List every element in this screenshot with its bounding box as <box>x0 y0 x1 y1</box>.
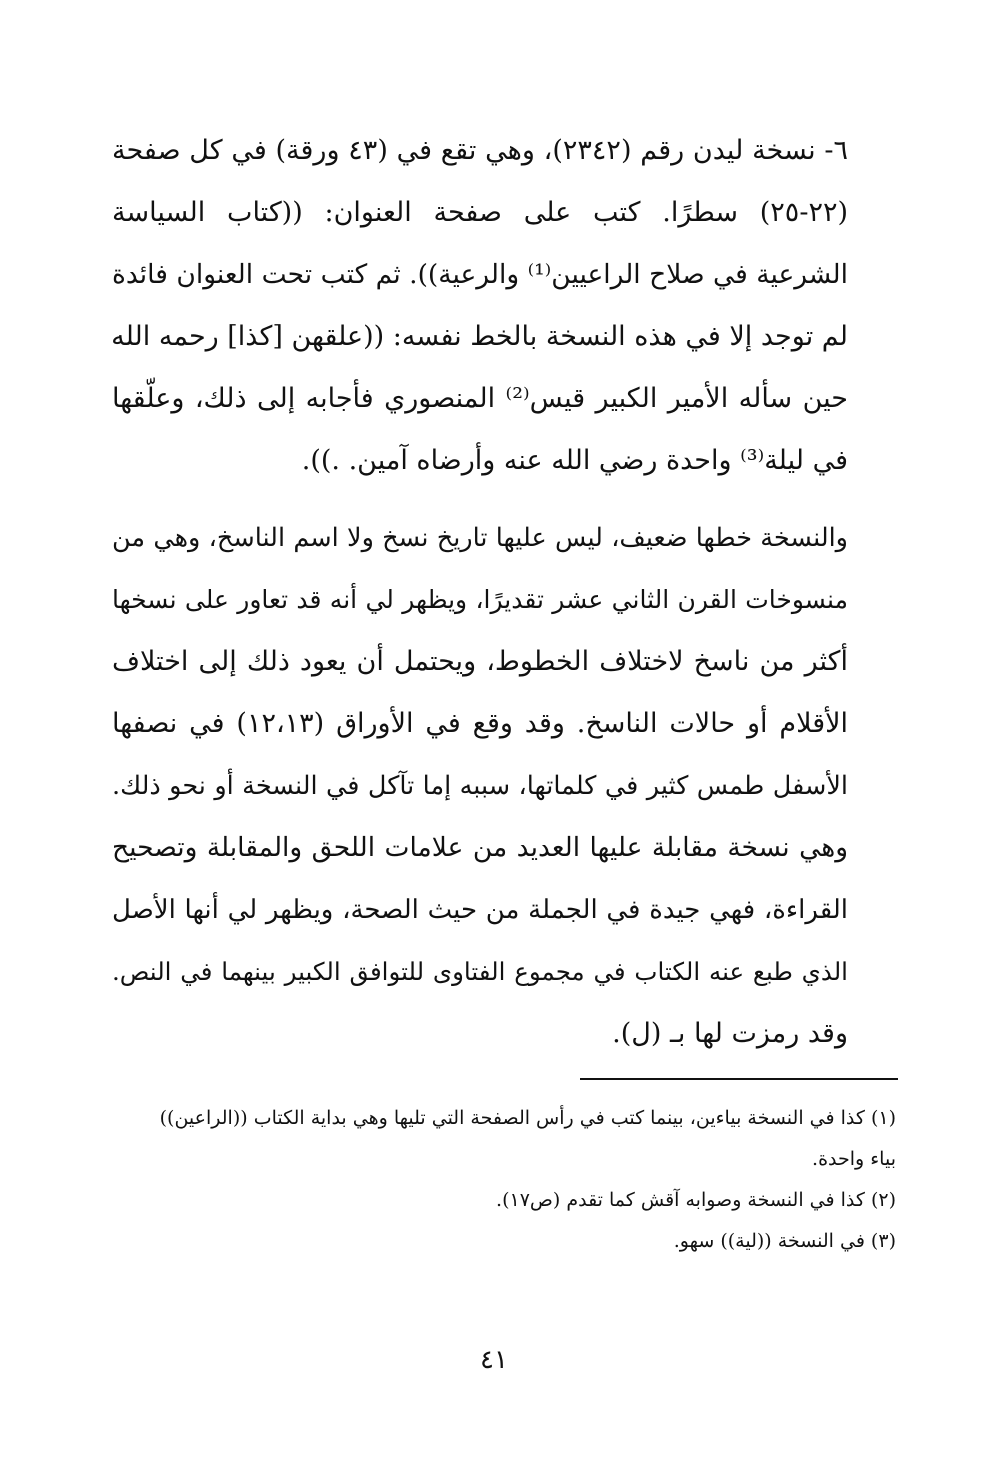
text-line: أكثر من ناسخ لاختلاف الخطوط، ويحتمل أن يعود ذلك إلى اختلاف <box>112 646 848 677</box>
footnote-1-continuation: بياء واحدة. <box>812 1148 896 1170</box>
footnote-separator <box>580 1078 898 1080</box>
text-line: والنسخة خطها ضعيف، ليس عليها تاريخ نسخ ولا اسم الناسخ، وهي من <box>112 523 848 553</box>
text-line: وقد رمزت لها بـ (ل). <box>612 1018 848 1049</box>
text-line: ٦- نسخة ليدن رقم (٢٣٤٢)، وهي تقع في (٤٣ ورقة) في كل صفحة <box>112 135 848 166</box>
footnote-3: (٣) في النسخة ((لية)) سهو. <box>673 1230 896 1252</box>
footnote-2: (٢) كذا في النسخة وصوابه آقش كما تقدم (ص١٧). <box>496 1189 896 1211</box>
footnote-1: (١) كذا في النسخة بياءين، بينما كتب في رأس الصفحة التي تليها وهي بداية الكتاب ((الراعين)) <box>159 1107 896 1129</box>
footnotes <box>90 1098 896 1262</box>
text-line: الأسفل طمس كثير في كلماتها، سببه إما تآكل في النسخة أو نحو ذلك. <box>112 771 848 801</box>
page-number: ٤١ <box>480 1345 508 1375</box>
text-line: منسوخات القرن الثاني عشر تقديرًا، ويظهر لي أنه قد تعاور على نسخها <box>112 585 848 614</box>
text-line: القراءة، فهي جيدة في الجملة من حيث الصحة، ويظهر لي أنها الأصل <box>112 895 848 925</box>
text-line: حين سأله الأمير الكبير قيس⁽²⁾ المنصوري فأجابه إلى ذلك، وعلّقها <box>112 383 848 414</box>
paragraph-manuscript-assessment <box>112 507 848 1065</box>
text-line: في ليلة⁽³⁾ واحدة رضي الله عنه وأرضاه آمين. .)). <box>301 445 848 476</box>
text-line: (٢٢-٢٥) سطرًا. كتب على صفحة العنوان: ((كتاب السياسة <box>112 197 848 228</box>
text-line: الشرعية في صلاح الراعيين⁽¹⁾ والرعية)). ثم كتب تحت العنوان فائدة <box>112 259 848 290</box>
text-line: لم توجد إلا في هذه النسخة بالخط نفسه: ((علقهن [كذا] رحمه الله <box>111 321 848 352</box>
text-line: الأقلام أو حالات الناسخ. وقد وقع في الأوراق (١٢،١٣) في نصفها <box>112 708 849 739</box>
text-line: الذي طبع عنه الكتاب في مجموع الفتاوى للتوافق الكبير بينهما في النص. <box>112 957 848 986</box>
text-line: وهي نسخة مقابلة عليها العديد من علامات اللحق والمقابلة وتصحيح <box>112 832 848 863</box>
paragraph-manuscript-description <box>112 120 848 492</box>
